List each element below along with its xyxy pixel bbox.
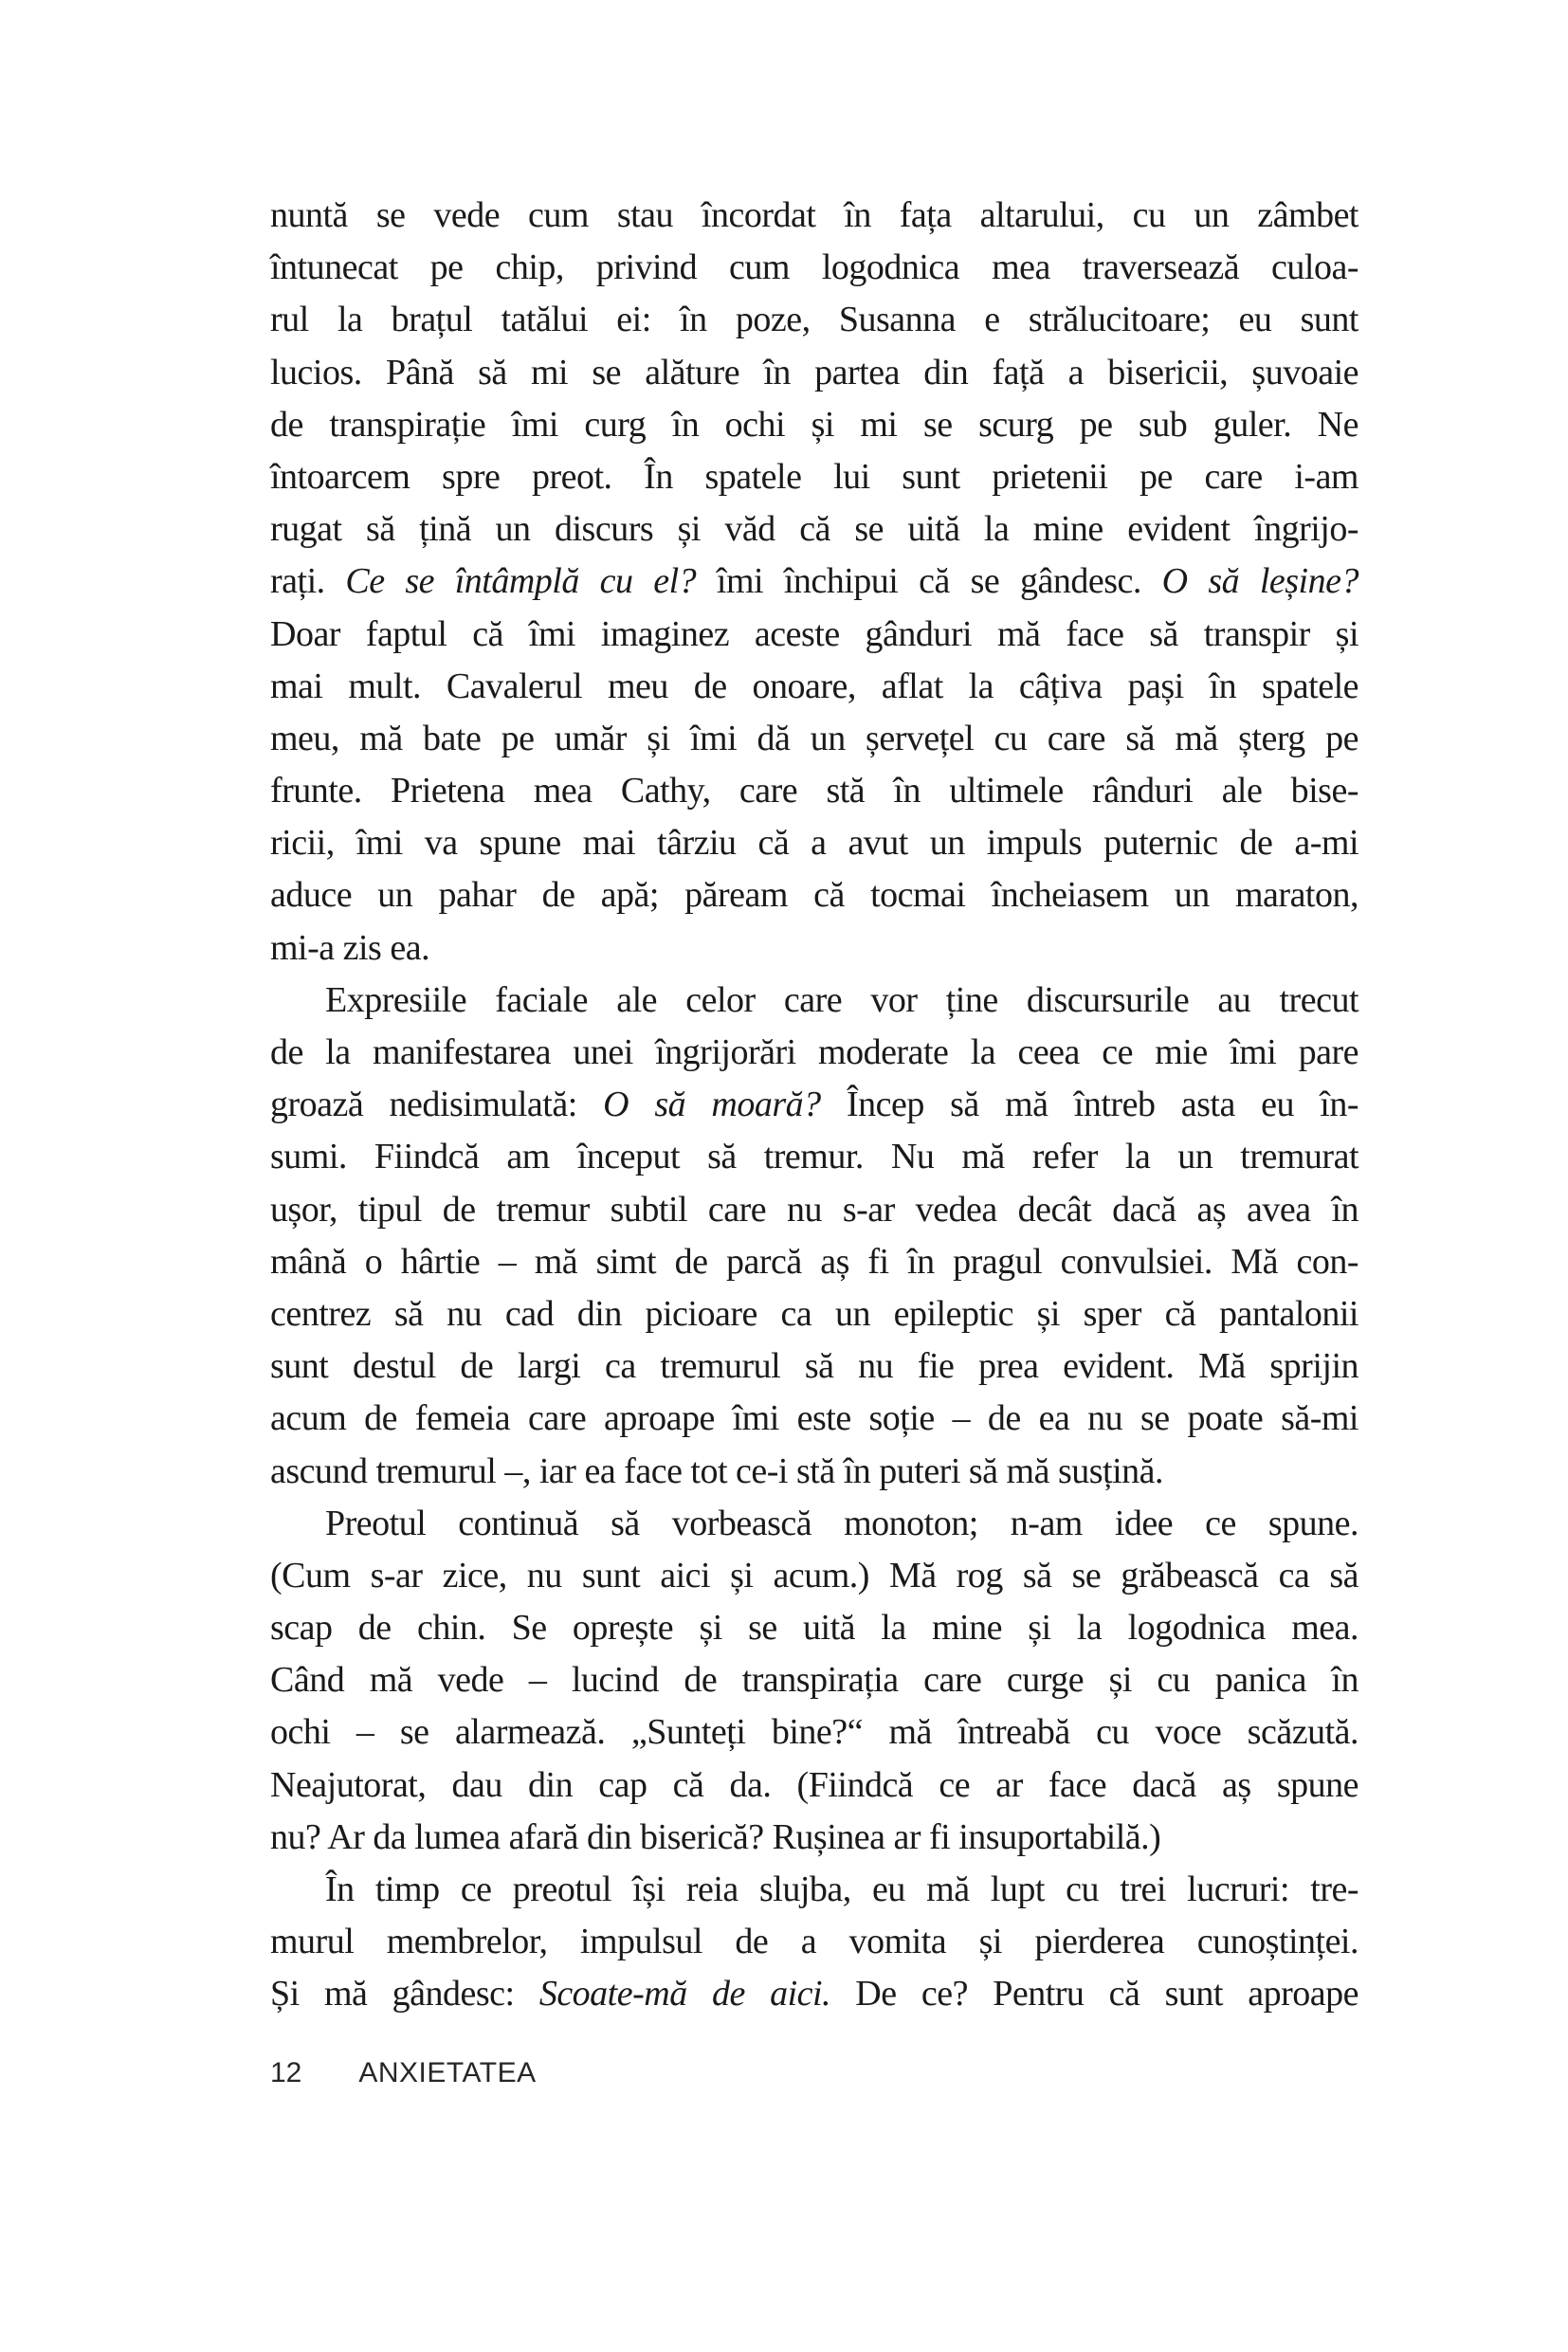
text-line [270, 294, 1358, 346]
text-segment: sumi. Fiindcă am început să tremur. Nu mă refer la un tremurat [270, 1137, 1358, 1177]
text-line [270, 1968, 1358, 2020]
italic-text-segment: Scoate-mă de aici. [538, 1974, 831, 2015]
text-segment: Doar faptul că îmi imaginez aceste gânduri mă face să transpir și [270, 613, 1358, 654]
text-segment: mai mult. Cavalerul meu de onoare, aflat la câțiva pași în spatele [270, 665, 1358, 706]
text-line [270, 451, 1358, 503]
text-segment: ascund tremurul –, iar ea face tot ce-i stă în puteri să mă susțină. [270, 1450, 1164, 1491]
text-segment: acum de femeia care aproape îmi este soție – de ea nu se poate să-mi [270, 1398, 1358, 1439]
text-line [270, 1288, 1358, 1340]
text-segment: Și mă gândesc: [270, 1974, 539, 2015]
text-line [270, 922, 1358, 975]
text-line [270, 242, 1358, 294]
italic-text-segment: Ce se întâmplă cu el? [345, 561, 697, 602]
text-segment: ochi – se alarmează. „Sunteți bine?“ mă întreabă cu voce scăzută. [270, 1712, 1358, 1753]
text-line [270, 190, 1358, 242]
text-line [270, 1864, 1358, 1916]
text-segment: ușor, tipul de tremur subtil care nu s-ar vedea decât dacă aș avea în [270, 1189, 1358, 1230]
text-segment: murul membrelor, impulsul de a vomita și pierderea cunoștinței. [270, 1922, 1358, 1962]
text-segment: Preotul continuă să vorbească monoton; n-am idee ce spune. [325, 1503, 1358, 1543]
text-line [270, 1184, 1358, 1236]
text-segment: Încep să mă întreb asta eu în- [820, 1085, 1358, 1125]
text-line [270, 661, 1358, 713]
text-segment: întunecat pe chip, privind cum logodnica mea traversează culoa- [270, 247, 1358, 288]
text-line [270, 1812, 1358, 1864]
text-line [270, 347, 1358, 399]
text-segment: frunte. Prietena mea Cathy, care stă în ultimele rânduri ale bise- [270, 771, 1358, 811]
text-line [270, 1759, 1358, 1812]
text-segment: În timp ce preotul își reia slujba, eu mă lupt cu trei lucruri: tre- [325, 1869, 1358, 1909]
text-segment: sunt destul de largi ca tremurul să nu fie prea evident. Mă sprijin [270, 1346, 1358, 1387]
text-line [270, 503, 1358, 556]
text-line [270, 609, 1358, 661]
text-line [270, 869, 1358, 921]
running-title: ANXIETATEA [358, 2057, 537, 2088]
text-segment: Expresiile faciale ale celor care vor ține discursurile au trecut [325, 979, 1358, 1020]
text-segment: Când mă vede – lucind de transpirația care curge și cu panica în [270, 1660, 1358, 1701]
text-line [270, 556, 1358, 608]
text-segment: nu? Ar da lumea afară din biserică? Rușinea ar fi insuportabilă.) [270, 1816, 1161, 1857]
text-line [270, 1027, 1358, 1079]
text-line [270, 1446, 1358, 1498]
text-segment: rugat să țină un discurs și văd că se uită la mine evident îngrijo- [270, 509, 1358, 550]
text-segment: rați. [270, 561, 346, 602]
text-line [270, 1706, 1358, 1759]
text-segment: ricii, îmi va spune mai târziu că a avut un impuls puternic de a-mi [270, 823, 1358, 864]
text-line [270, 1602, 1358, 1654]
text-segment: meu, mă bate pe umăr și îmi dă un șervețel cu care să mă șterg pe [270, 718, 1358, 758]
text-segment: de transpirație îmi curg în ochi și mi se scurg pe sub guler. Ne [270, 404, 1358, 445]
text-segment: lucios. Până să mi se alăture în partea din față a bisericii, șuvoaie [270, 352, 1358, 392]
text-segment: îmi închipui că se gândesc. [696, 561, 1162, 602]
text-line [270, 1131, 1358, 1183]
text-line [270, 765, 1358, 817]
text-segment: scap de chin. Se oprește și se uită la mine și la logodnica mea. [270, 1608, 1358, 1649]
text-line [270, 1654, 1358, 1706]
text-segment: centrez să nu cad din picioare ca un epileptic și sper că pantalonii [270, 1293, 1358, 1334]
italic-text-segment: O să moară? [603, 1085, 821, 1125]
text-segment: aduce un pahar de apă; păream că tocmai încheiasem un maraton, [270, 875, 1358, 916]
text-segment: de la manifestarea unei îngrijorări moderate la ceea ce mie îmi pare [270, 1032, 1358, 1072]
text-line [270, 1340, 1358, 1393]
text-segment: groază nedisimulată: [270, 1085, 604, 1125]
italic-text-segment: O să leșine? [1161, 561, 1358, 602]
text-line [270, 1236, 1358, 1288]
text-segment: De ce? Pentru că sunt aproape [830, 1974, 1358, 2015]
text-segment: nuntă se vede cum stau încordat în fața altarului, cu un zâmbet [270, 195, 1358, 235]
text-segment: rul la brațul tatălui ei: în poze, Susanna e strălucitoare; eu sunt [270, 300, 1358, 340]
text-line [270, 975, 1358, 1027]
page-footer [270, 2057, 537, 2089]
text-line [270, 1393, 1358, 1445]
text-line [270, 1916, 1358, 1968]
page-number: 12 [270, 2057, 302, 2088]
text-line [270, 399, 1358, 451]
text-line [270, 713, 1358, 765]
text-segment: mână o hârtie – mă simt de parcă aș fi în pragul convulsiei. Mă con- [270, 1241, 1358, 1282]
text-line [270, 1498, 1358, 1550]
text-segment: (Cum s-ar zice, nu sunt aici și acum.) Mă rog să se grăbească ca să [270, 1555, 1358, 1595]
text-line [270, 1550, 1358, 1602]
text-segment: mi-a zis ea. [270, 927, 430, 968]
text-line [270, 817, 1358, 869]
text-segment: întoarcem spre preot. În spatele lui sunt prietenii pe care i-am [270, 456, 1358, 497]
text-line [270, 1079, 1358, 1131]
body-text [270, 190, 1358, 2021]
text-segment: Neajutorat, dau din cap că da. (Fiindcă ce ar face dacă aș spune [270, 1764, 1358, 1805]
